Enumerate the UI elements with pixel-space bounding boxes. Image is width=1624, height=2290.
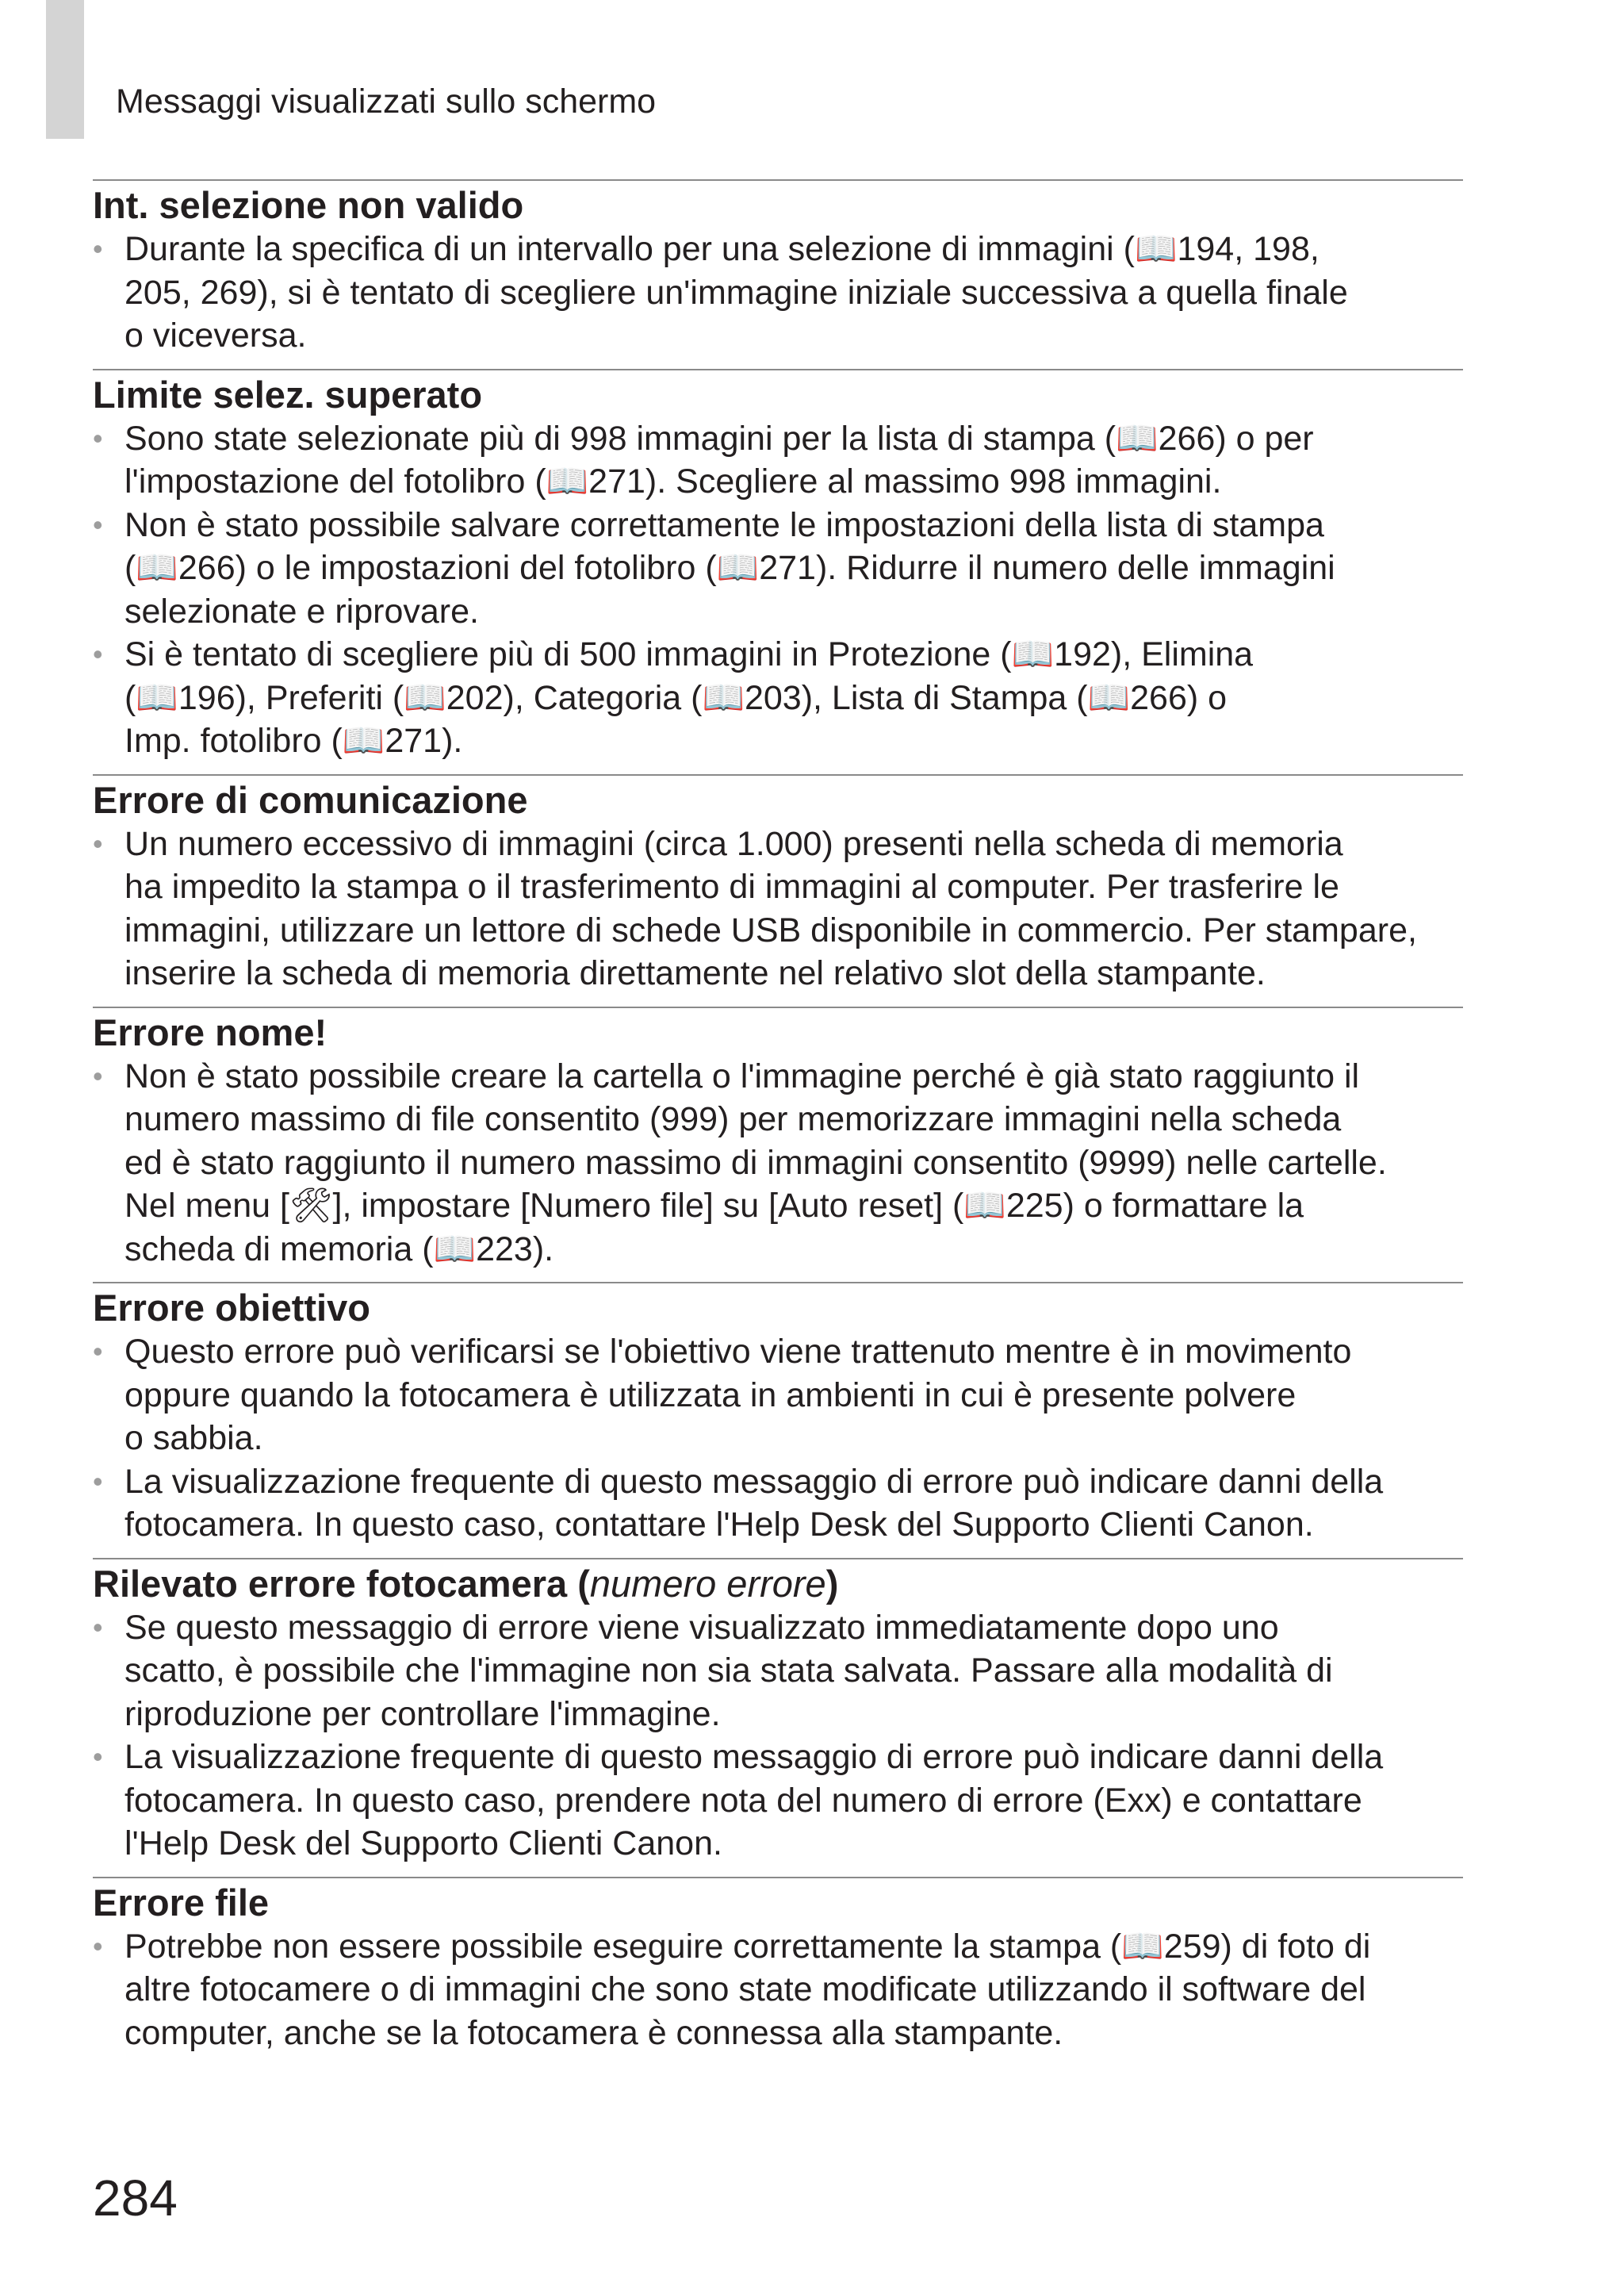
title-italic: numero errore <box>589 1562 826 1605</box>
message-description <box>93 1055 1463 1272</box>
description-bullet: • Potrebbe non essere possibile eseguire correttamente la stampa (📖259) di foto di altre fotocamere o di immagini che sono state modificate utilizzando il software del computer, anche se la fotocamera è connessa alla stampante. <box>93 1925 1463 2055</box>
chapter-tab-bar <box>46 0 84 139</box>
message-section <box>93 1007 1463 1272</box>
page-number: 284 <box>93 2169 178 2227</box>
message-description <box>93 1925 1463 2055</box>
message-title: Errore di comunicazione <box>93 778 528 821</box>
description-bullet: • Un numero eccessivo di immagini (circa 1.000) presenti nella scheda di memoria ha impedito la stampa o il trasferimento di immagini al computer. Per trasferire le immagini, utilizzare un lettore di schede USB disponibile in commercio. Per stampare, inserire la scheda di memoria direttamente nel relativo slot della stampante. <box>93 823 1463 995</box>
title-end: ) <box>825 1562 839 1605</box>
description-bullet: • Questo errore può verificarsi se l'obiettivo viene trattenuto mentre è in movimento oppure quando la fotocamera è utilizzata in ambienti in cui è presente polvere o sabbia. <box>93 1330 1463 1460</box>
message-title: Errore file <box>93 1881 270 1924</box>
message-description <box>93 417 1463 763</box>
description-bullet: • Non è stato possibile salvare correttamente le impostazioni della lista di stampa (📖266) o le impostazioni del fotolibro (📖271). Ridurre il numero delle immagini selezionate e riprovare. <box>93 504 1463 634</box>
title-main: Rilevato errore fotocamera ( <box>93 1562 590 1605</box>
page-header-title: Messaggi visualizzati sullo schermo <box>116 82 657 121</box>
message-title: Errore nome! <box>93 1011 327 1053</box>
message-section <box>93 774 1463 995</box>
message-list <box>93 179 1463 2066</box>
message-title <box>93 1559 1463 1606</box>
description-bullet: • Non è stato possibile creare la cartella o l'immagine perché è già stato raggiunto il numero massimo di file consentito (999) per memorizzare immagini nella scheda ed è stato raggiunto il numero massimo di immagini consentito (9999) nelle cartelle. Nel menu [🛠], impostare [Numero file] su [Auto reset] (📖225) o formattare la scheda di memoria (📖223). <box>93 1055 1463 1272</box>
message-title: Errore obiettivo <box>93 1287 370 1329</box>
message-section <box>93 1558 1463 1866</box>
message-title: Limite selez. superato <box>93 373 483 416</box>
message-description <box>93 228 1463 358</box>
message-section <box>93 179 1463 358</box>
message-title: Int. selezione non valido <box>93 184 524 226</box>
message-section <box>93 1877 1463 2055</box>
description-bullet: • Se questo messaggio di errore viene visualizzato immediatamente dopo uno scatto, è possibile che l'immagine non sia stata salvata. Passare alla modalità di riproduzione per controllare l'immagine. <box>93 1606 1463 1736</box>
message-description <box>93 1606 1463 1866</box>
message-section <box>93 1282 1463 1547</box>
message-description <box>93 823 1463 995</box>
description-bullet: • La visualizzazione frequente di questo messaggio di errore può indicare danni della fotocamera. In questo caso, contattare l'Help Desk del Supporto Clienti Canon. <box>93 1460 1463 1547</box>
description-bullet: • La visualizzazione frequente di questo messaggio di errore può indicare danni della fotocamera. In questo caso, prendere nota del numero di errore (Exx) e contattare l'Help Desk del Supporto Clienti Canon. <box>93 1736 1463 1866</box>
description-bullet: • Sono state selezionate più di 998 immagini per la lista di stampa (📖266) o per l'impostazione del fotolibro (📖271). Scegliere al massimo 998 immagini. <box>93 417 1463 504</box>
description-bullet: • Durante la specifica di un intervallo per una selezione di immagini (📖194, 198, 205, 269), si è tentato di scegliere un'immagine iniziale successiva a quella finale o viceversa. <box>93 228 1463 358</box>
message-section <box>93 369 1463 763</box>
description-bullet: • Si è tentato di scegliere più di 500 immagini in Protezione (📖192), Elimina (📖196), Preferiti (📖202), Categoria (📖203), Lista di Stampa (📖266) o Imp. fotolibro (📖271). <box>93 633 1463 763</box>
message-description <box>93 1330 1463 1547</box>
